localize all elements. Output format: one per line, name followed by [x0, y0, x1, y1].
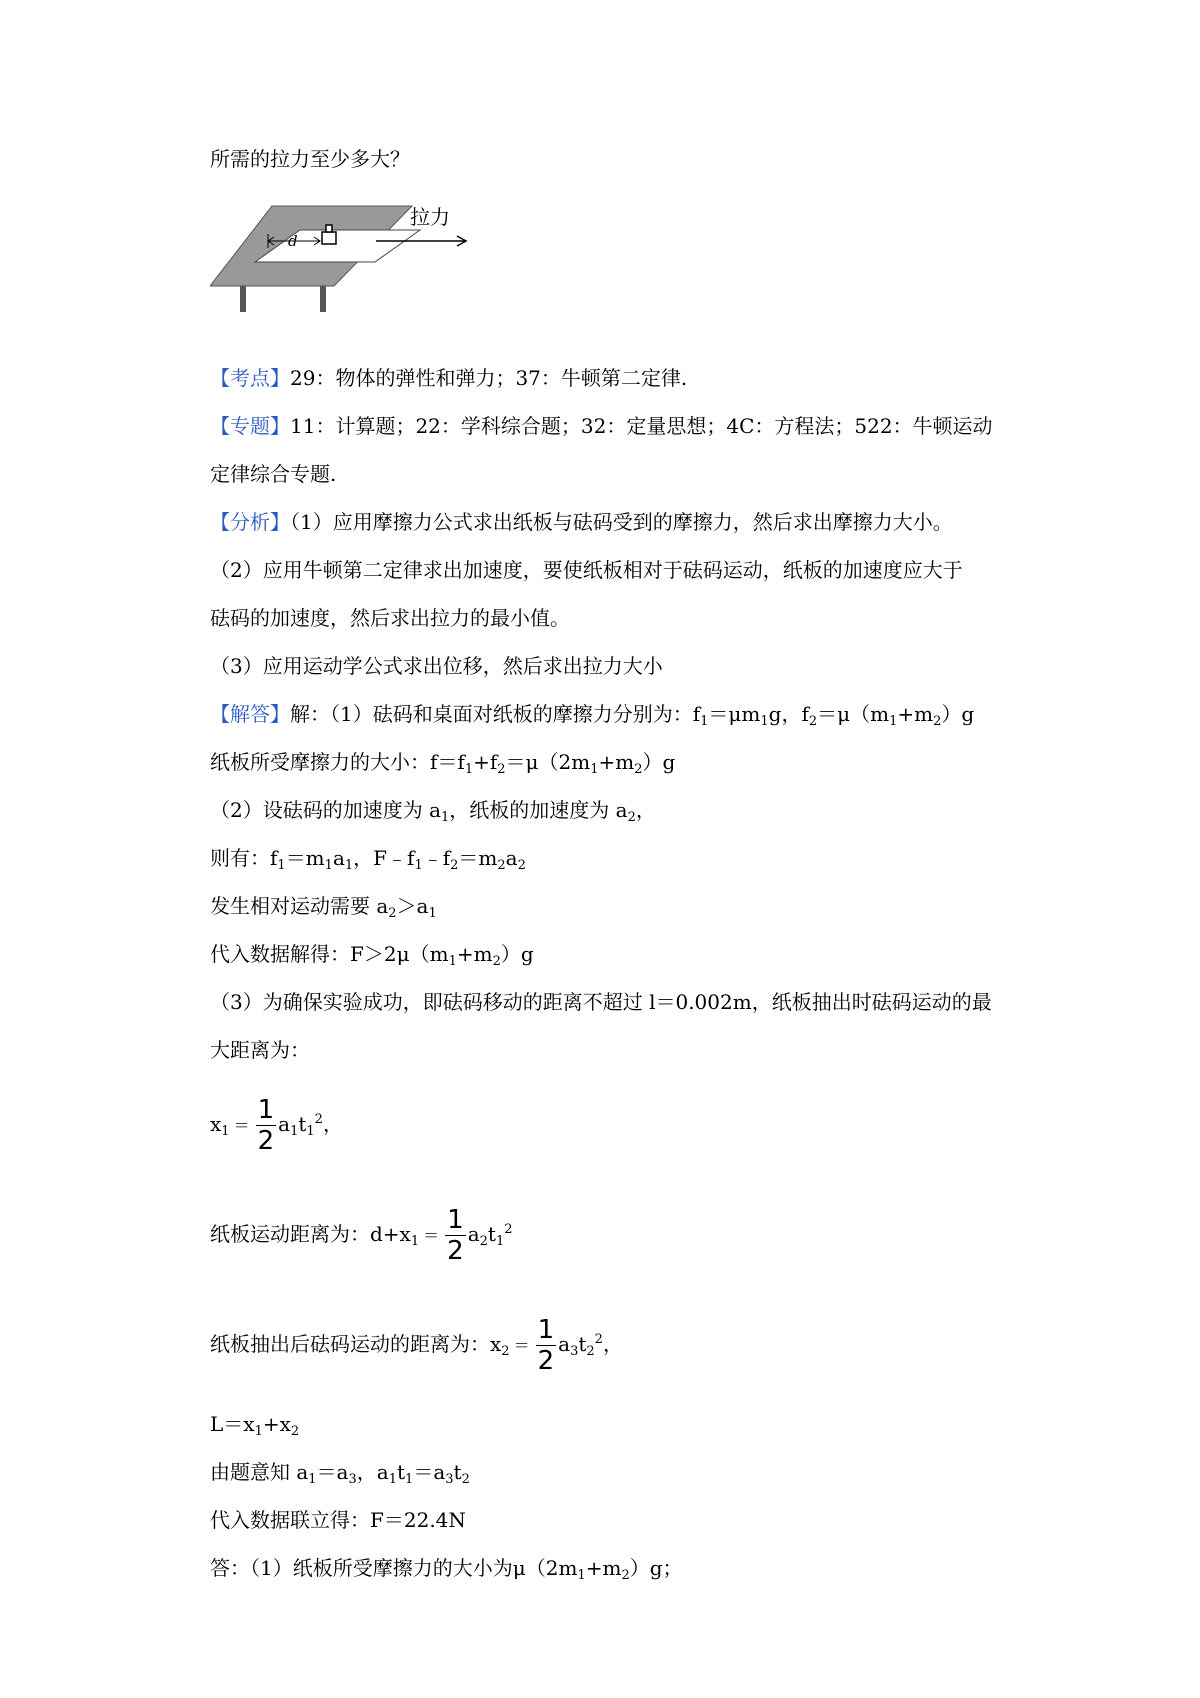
fenxi-tag: 【分析】 [210, 510, 290, 534]
analysis-2b: 砝码的加速度，然后求出拉力的最小值。 [210, 606, 570, 630]
step-2a-text: （2）设砝码的加速度为 a [210, 798, 442, 822]
eq-f-min: $F>2\mu(m_1+m_2)g$ [350, 942, 534, 969]
eq-f1: $f_1=\mu m_1g$，$f_2=\mu(m_1+m_2)g$ [692, 702, 975, 729]
step-3a: （3）为确保实验成功，即砝码移动的距离不超过 l＝0.002m，纸板抽出时砝码运动的最 [210, 990, 992, 1014]
weight-icon [322, 232, 336, 244]
step-3b: 大距离为： [210, 1038, 310, 1062]
step-2c-prefix: 发生相对运动需要 a [210, 894, 389, 918]
analysis-2a: （2）应用牛顿第二定律求出加速度，要使纸板相对于砝码运动，纸板的加速度应大于 [210, 558, 963, 582]
fenxi-line [210, 508, 953, 536]
given-line: 由题意知 $a_1=a_3$，$a_1t_1=a_3t_2$ [210, 1460, 470, 1487]
table-leg-right [320, 286, 326, 312]
step-2b-prefix: 则有： [210, 846, 270, 870]
fraction-half: $\frac{1}{2}$ [537, 1315, 555, 1376]
zhuanti-text: 11：计算题；22：学科综合题；32：定量思想；4C：方程法；522：牛顿运动 [290, 414, 993, 438]
eq-after-distance: 纸板抽出后砝码运动的距离为：$x_2$ ＝ $\frac{1}{2}$ $a_3t_2^2$， [210, 1315, 623, 1376]
eq-f-total: $f=f_1+f_2=\mu(2m_1+m_2)g$ [430, 750, 676, 777]
step-2c-line: 发生相对运动需要 $a_2>a_1$ [210, 894, 437, 921]
step-2b-line [210, 844, 526, 872]
eq-newton: $f_1=m_1a_1$，$F﹣f_1﹣f_2=m_2a_2$ [270, 846, 526, 873]
experiment-diagram [210, 200, 480, 315]
step-2a-line: （2）设砝码的加速度为 $a_1$，纸板的加速度为 $a_2$， [210, 798, 656, 825]
zhuanti-line [210, 412, 993, 440]
zhuanti-text-2: 定律综合专题. [210, 462, 337, 486]
answer-prefix: 答：（1）纸板所受摩擦力的大小为 [210, 1556, 513, 1580]
fenxi-text: （1）应用摩擦力公式求出纸板与砝码受到的摩擦力，然后求出摩擦力大小。 [290, 510, 953, 534]
d-label: d [288, 232, 298, 250]
zhuanti-tag: 【专题】 [210, 414, 290, 438]
analysis-3: （3）应用运动学公式求出位移，然后求出拉力大小 [210, 654, 663, 678]
step-1b-line [210, 748, 675, 776]
eq-L: $L=x_1+x_2$ [210, 1412, 300, 1439]
step-2a-mid: ，纸板的加速度为 a [449, 798, 628, 822]
answer-line: 答：（1）纸板所受摩擦力的大小为$\mu(2m_1+m_2)g$； [210, 1556, 683, 1583]
jieda-line [210, 700, 974, 728]
table-leg-left [240, 286, 246, 312]
eq-paper-distance: 纸板运动距离为：$d+x_1$ ＝ $\frac{1}{2}$ $a_2t_1^2$ [210, 1205, 513, 1266]
paper-dist-prefix: 纸板运动距离为： [210, 1222, 370, 1246]
weight-knob [326, 225, 332, 232]
given-prefix: 由题意知 [210, 1460, 290, 1484]
fraction-half: $\frac{1}{2}$ [447, 1205, 464, 1266]
combine-prefix: 代入数据联立得： [210, 1508, 370, 1532]
step-1a-prefix: 解：（1）砝码和桌面对纸板的摩擦力分别为： [290, 702, 693, 726]
step-2d-line [210, 940, 534, 968]
intro-text: 所需的拉力至少多大？ [210, 147, 410, 171]
result-value: F＝22.4N [370, 1508, 466, 1532]
pull-label: 拉力 [410, 205, 450, 229]
step-1b-prefix: 纸板所受摩擦力的大小： [210, 750, 430, 774]
kaodian-tag: 【考点】 [210, 366, 290, 390]
kaodian-line [210, 364, 687, 392]
jieda-tag: 【解答】 [210, 702, 290, 726]
after-dist-prefix: 纸板抽出后砝码运动的距离为： [210, 1332, 490, 1356]
combine-line [210, 1506, 466, 1534]
step-2d-prefix: 代入数据解得： [210, 942, 350, 966]
kaodian-text: 29：物体的弹性和弹力；37：牛顿第二定律. [290, 366, 688, 390]
eq-x1: $x_1$ ＝ $\frac{1}{2}$ $a_1t_1^2$， [210, 1095, 343, 1156]
fraction-half: $\frac{1}{2}$ [257, 1095, 275, 1156]
